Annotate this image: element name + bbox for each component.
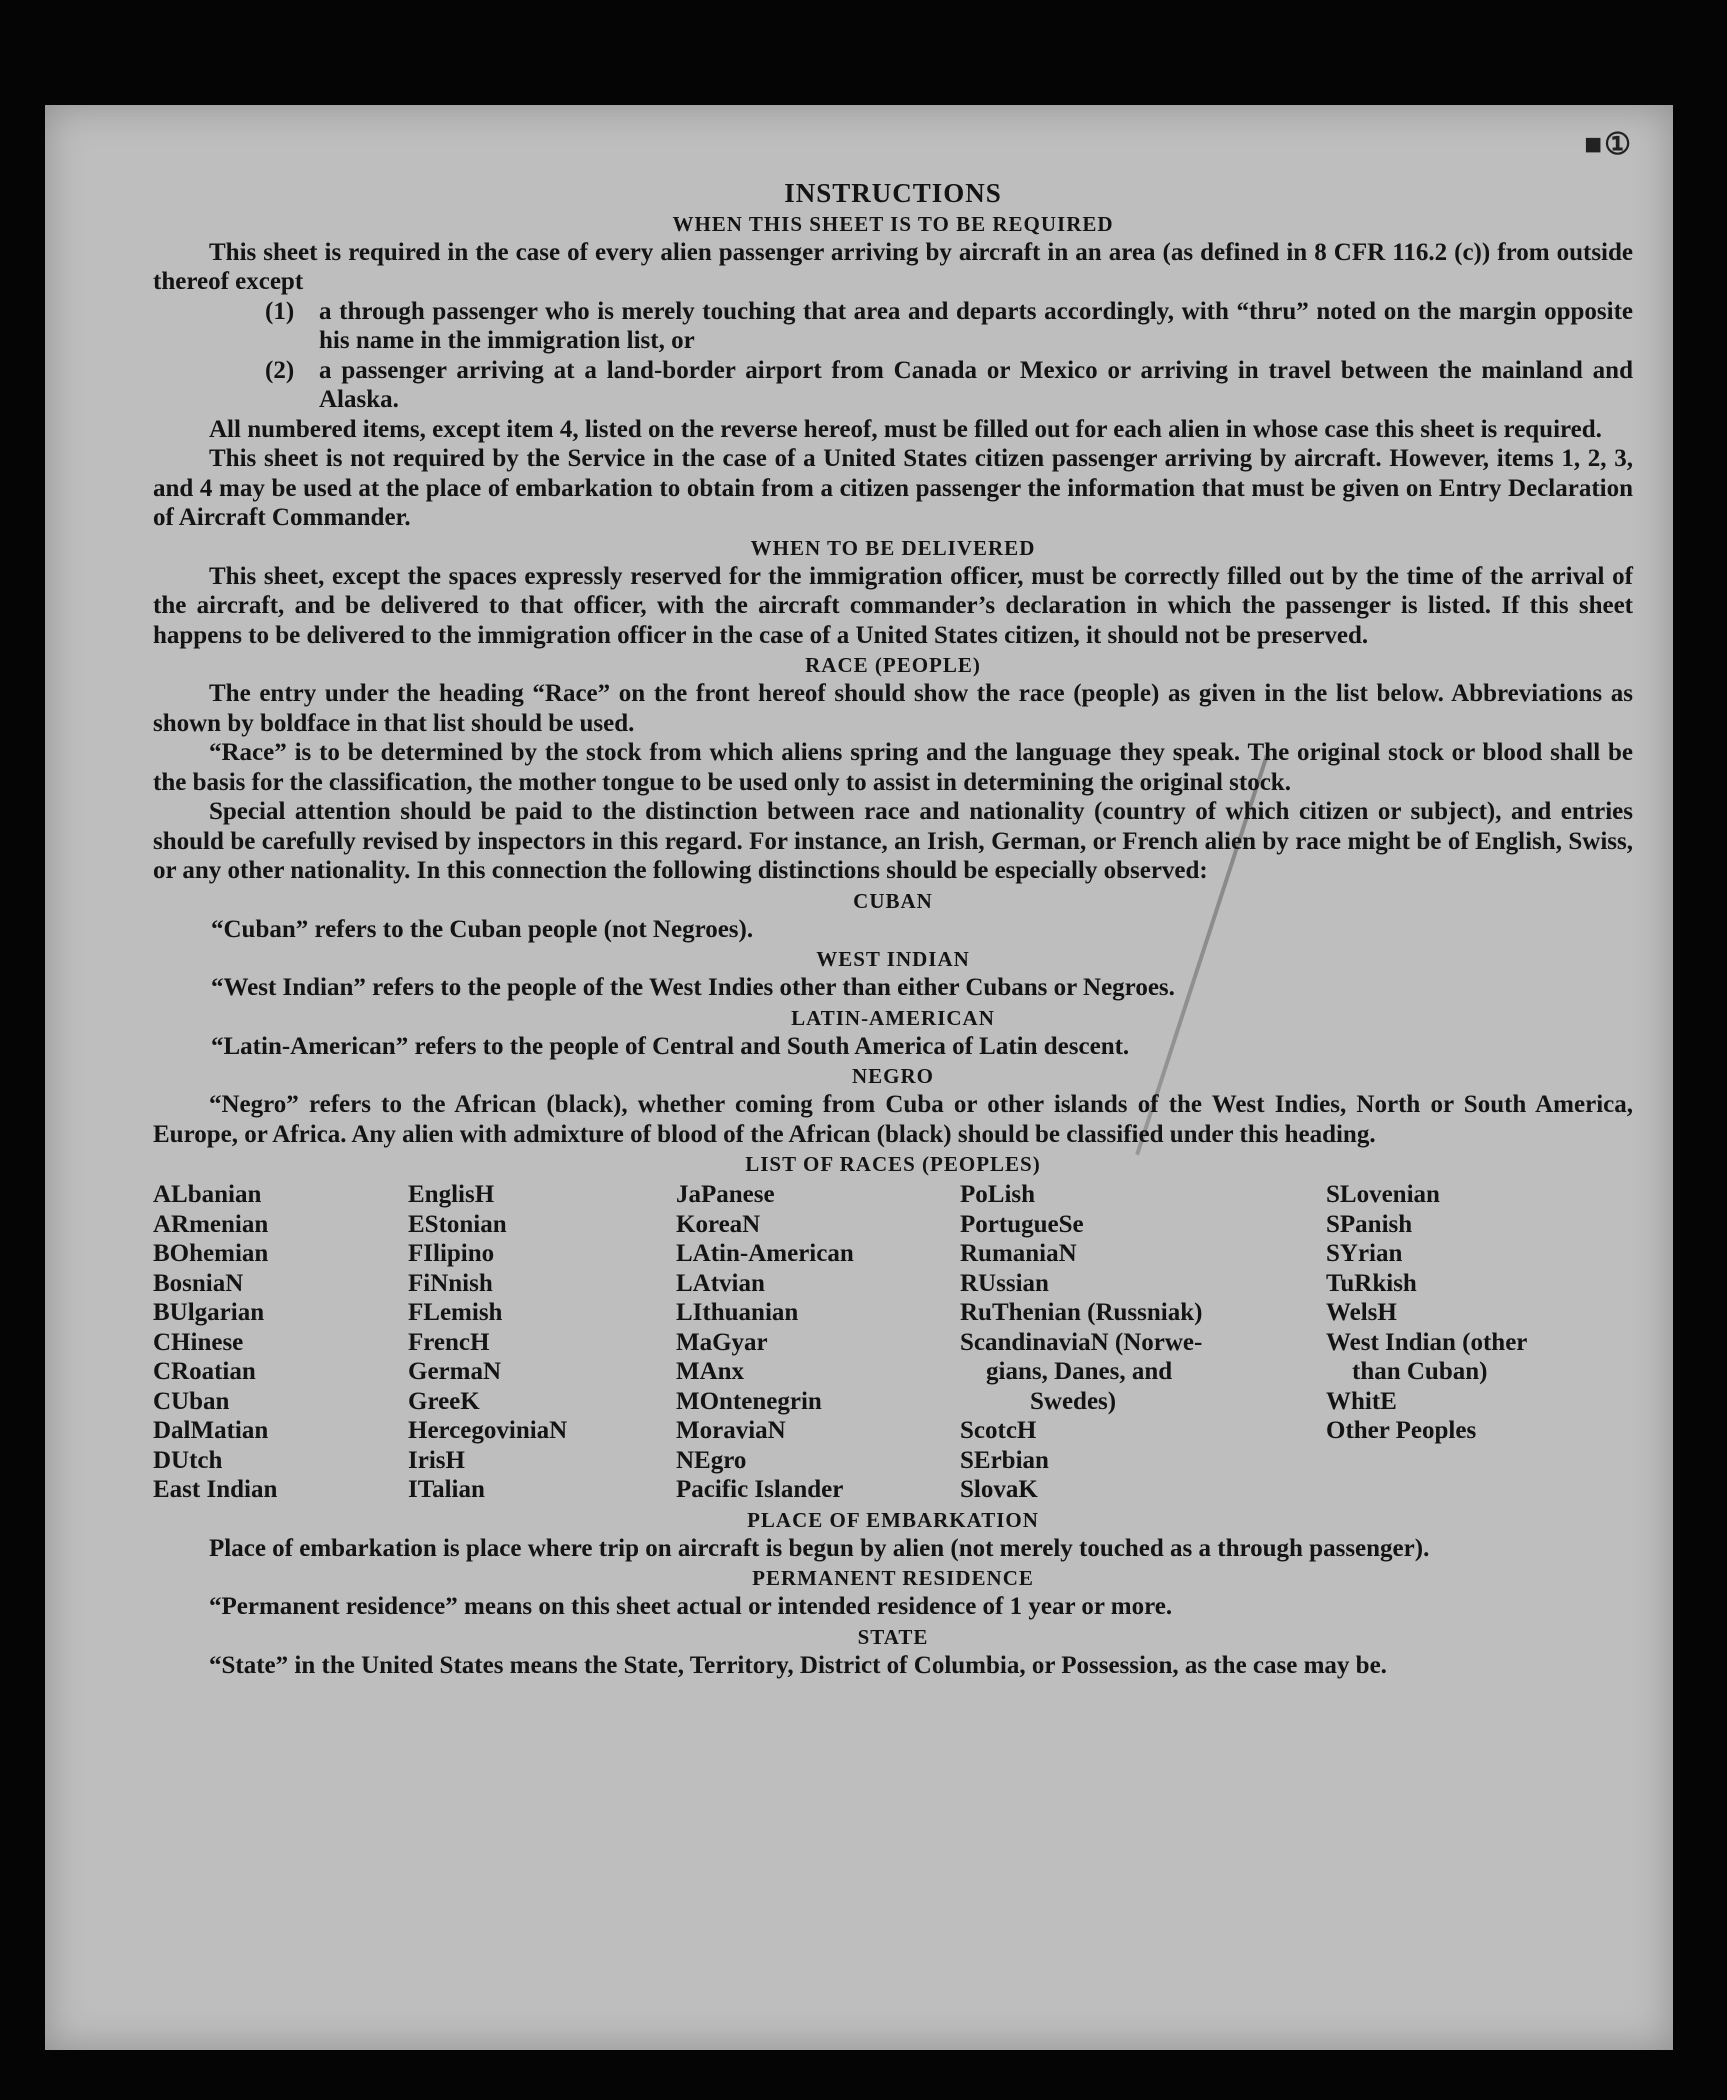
races-column-4 xyxy=(960,1180,1326,1505)
state-definition: “State” in the United States means the State, Territory, District of Columbia, or Possession, as the case may be. xyxy=(209,1651,1387,1679)
corner-stamp: ■① xyxy=(1583,128,1633,161)
race-entry: MoraviaN xyxy=(676,1417,786,1444)
heading-latin-american: LATIN-AMERICAN xyxy=(791,1005,995,1030)
page-title: INSTRUCTIONS xyxy=(784,178,1002,208)
exception-item-2-number: (2) xyxy=(265,356,295,384)
delivered-paragraph: This sheet, except the spaces expressly reserved for the immigration officer, must be correctly filled out by the time of the arrival of the aircraft, and be delivered to that officer, with the aircraft commander’s declaration in which the passenger is listed. If this sheet happens to be delivered to the immigration officer in the case of a United States citizen, it should not be preserved. xyxy=(153,562,1633,649)
heading-race: RACE (PEOPLE) xyxy=(805,653,981,677)
race-entry: CRoatian xyxy=(153,1358,256,1385)
race-entry: FrencH xyxy=(408,1328,490,1356)
heading-negro: NEGRO xyxy=(851,1064,934,1088)
race-entry: IrisH xyxy=(408,1446,465,1474)
races-list xyxy=(153,1180,1633,1505)
exception-item-1 xyxy=(153,297,1633,356)
race-entry: SErbian xyxy=(960,1446,1049,1474)
race-entry: Pacific Islander xyxy=(676,1476,844,1503)
race-entry: GermaN xyxy=(408,1358,502,1385)
race-entry: RumaniaN xyxy=(960,1240,1077,1267)
race-entry: PoLish xyxy=(960,1181,1036,1208)
race-entry: SLovenian xyxy=(1326,1181,1440,1208)
race-entry: CUban xyxy=(153,1387,230,1415)
races-column-2 xyxy=(408,1180,676,1505)
race-entry: JaPanese xyxy=(676,1181,775,1208)
heading-when-delivered: WHEN TO BE DELIVERED xyxy=(750,535,1036,560)
race-entry: WelsH xyxy=(1326,1299,1397,1326)
race-entry: DalMatian xyxy=(153,1417,269,1444)
race-entry: FLemish xyxy=(408,1299,503,1326)
required-paragraph-2: All numbered items, except item 4, listed on the reverse hereof, must be filled out for each alien in whose case this sheet is required. xyxy=(209,415,1602,443)
exception-item-2 xyxy=(153,356,1633,415)
race-entry: SYrian xyxy=(1326,1240,1403,1267)
race-entry: MOntenegrin xyxy=(676,1387,822,1415)
race-entry: EStonian xyxy=(408,1210,507,1238)
race-entry: EnglisH xyxy=(408,1181,495,1208)
race-entry: RuThenian (Russniak) xyxy=(960,1299,1203,1326)
race-entry: RUssian xyxy=(960,1269,1049,1297)
race-entry: ARmenian xyxy=(153,1210,269,1238)
race-entry: HercegoviniaN xyxy=(408,1417,568,1444)
race-entry: MaGyar xyxy=(676,1328,768,1356)
cuban-definition: “Cuban” refers to the Cuban people (not Negroes). xyxy=(211,915,754,943)
race-entry: Other Peoples xyxy=(1326,1417,1477,1444)
exception-item-2-text: a passenger arriving at a land-border airport from Canada or Mexico or arriving in travel between the mainland and Alaska. xyxy=(319,356,1633,413)
race-paragraph-2: “Race” is to be determined by the stock from which aliens spring and the language they speak. The original stock or blood shall be the basis for the classification, the mother tongue to be used only to assist in determining the original stock. xyxy=(153,739,1633,796)
heading-place-of-embarkation: PLACE OF EMBARKATION xyxy=(747,1507,1039,1532)
exception-item-1-text: a through passenger who is merely touching that area and departs accordingly, with “thru” noted on the margin opposite his name in the immigration list, or xyxy=(319,297,1633,354)
race-entry: gians, Danes, and xyxy=(986,1358,1173,1385)
race-entry: FIlipino xyxy=(408,1240,495,1267)
negro-definition: “Negro” refers to the African (black), whether coming from Cuba or other islands of the West Indies, North or South America, Europe, or Africa. Any alien with admixture of blood of the African (black) should be classified under this heading. xyxy=(153,1091,1633,1148)
race-entry: LAtin-American xyxy=(676,1240,854,1267)
races-column-5 xyxy=(1326,1180,1596,1505)
race-entry: SlovaK xyxy=(960,1476,1038,1503)
race-paragraph-3: Special attention should be paid to the distinction between race and nationality (country of which citizen or subject), and entries should be carefully revised by inspectors in this regard. For instance, an Irish, German, or French alien by race might be of English, Swiss, or any other nationality. In this connection the following distinctions should be especially observed: xyxy=(153,798,1633,884)
race-entry: TuRkish xyxy=(1326,1269,1417,1297)
race-entry: than Cuban) xyxy=(1352,1358,1488,1385)
race-entry: BUlgarian xyxy=(153,1299,265,1326)
document-sheet xyxy=(45,105,1673,2050)
heading-list-of-races: LIST OF RACES (PEOPLES) xyxy=(745,1152,1041,1176)
race-entry: NEgro xyxy=(676,1446,747,1474)
required-paragraph-3: This sheet is not required by the Service in the case of a United States citizen passenger arriving by aircraft. However, items 1, 2, 3, and 4 may be used at the place of embarkation to obtain from a citizen passenger the information that must be given on Entry Declaration of Aircraft Commander. xyxy=(153,445,1633,531)
races-column-3 xyxy=(676,1180,960,1505)
race-entry: PortugueSe xyxy=(960,1210,1084,1238)
race-entry: Swedes) xyxy=(1030,1387,1117,1415)
race-entry: SPanish xyxy=(1326,1210,1413,1238)
race-entry: ALbanian xyxy=(153,1181,262,1208)
heading-cuban: CUBAN xyxy=(853,888,933,913)
race-entry: KoreaN xyxy=(676,1210,761,1238)
heading-west-indian: WEST INDIAN xyxy=(816,947,970,971)
race-entry: FiNnish xyxy=(408,1269,493,1297)
race-entry: CHinese xyxy=(153,1328,244,1356)
heading-when-required: WHEN THIS SHEET IS TO BE REQUIRED xyxy=(672,211,1114,236)
required-paragraph-1: This sheet is required in the case of every alien passenger arriving by aircraft in an area (as defined in 8 CFR 116.2 (c)) from outside thereof except xyxy=(153,238,1633,295)
embarkation-definition: Place of embarkation is place where trip on aircraft is begun by alien (not merely touched as a through passenger). xyxy=(209,1534,1430,1562)
race-paragraph-1: The entry under the heading “Race” on the front hereof should show the race (people) as given in the list below. Abbreviations as shown by boldface in that list should be used. xyxy=(153,680,1633,737)
race-entry: LIthuanian xyxy=(676,1299,799,1326)
heading-state: STATE xyxy=(857,1624,929,1649)
race-entry: West Indian (other xyxy=(1326,1328,1528,1356)
race-entry: GreeK xyxy=(408,1387,480,1415)
race-entry: ScotcH xyxy=(960,1417,1037,1444)
race-entry: BosniaN xyxy=(153,1269,244,1297)
exception-item-1-number: (1) xyxy=(265,297,295,325)
race-entry: MAnx xyxy=(676,1358,745,1385)
races-column-1 xyxy=(153,1180,408,1505)
race-entry: ITalian xyxy=(408,1476,485,1503)
race-entry: East Indian xyxy=(153,1476,278,1503)
race-entry: WhitE xyxy=(1326,1387,1397,1415)
race-entry: DUtch xyxy=(153,1446,223,1474)
race-entry: LAtvian xyxy=(676,1269,765,1297)
instructions-content xyxy=(153,173,1633,1680)
latin-american-definition: “Latin-American” refers to the people of Central and South America of Latin descent. xyxy=(211,1032,1130,1060)
west-indian-definition: “West Indian” refers to the people of the West Indies other than either Cubans or Negroes. xyxy=(211,974,1175,1001)
race-entry: BOhemian xyxy=(153,1240,269,1267)
heading-permanent-residence: PERMANENT RESIDENCE xyxy=(752,1566,1034,1590)
race-entry: ScandinaviaN (Norwe- xyxy=(960,1328,1203,1356)
residence-definition: “Permanent residence” means on this sheet actual or intended residence of 1 year or more. xyxy=(209,1593,1173,1620)
